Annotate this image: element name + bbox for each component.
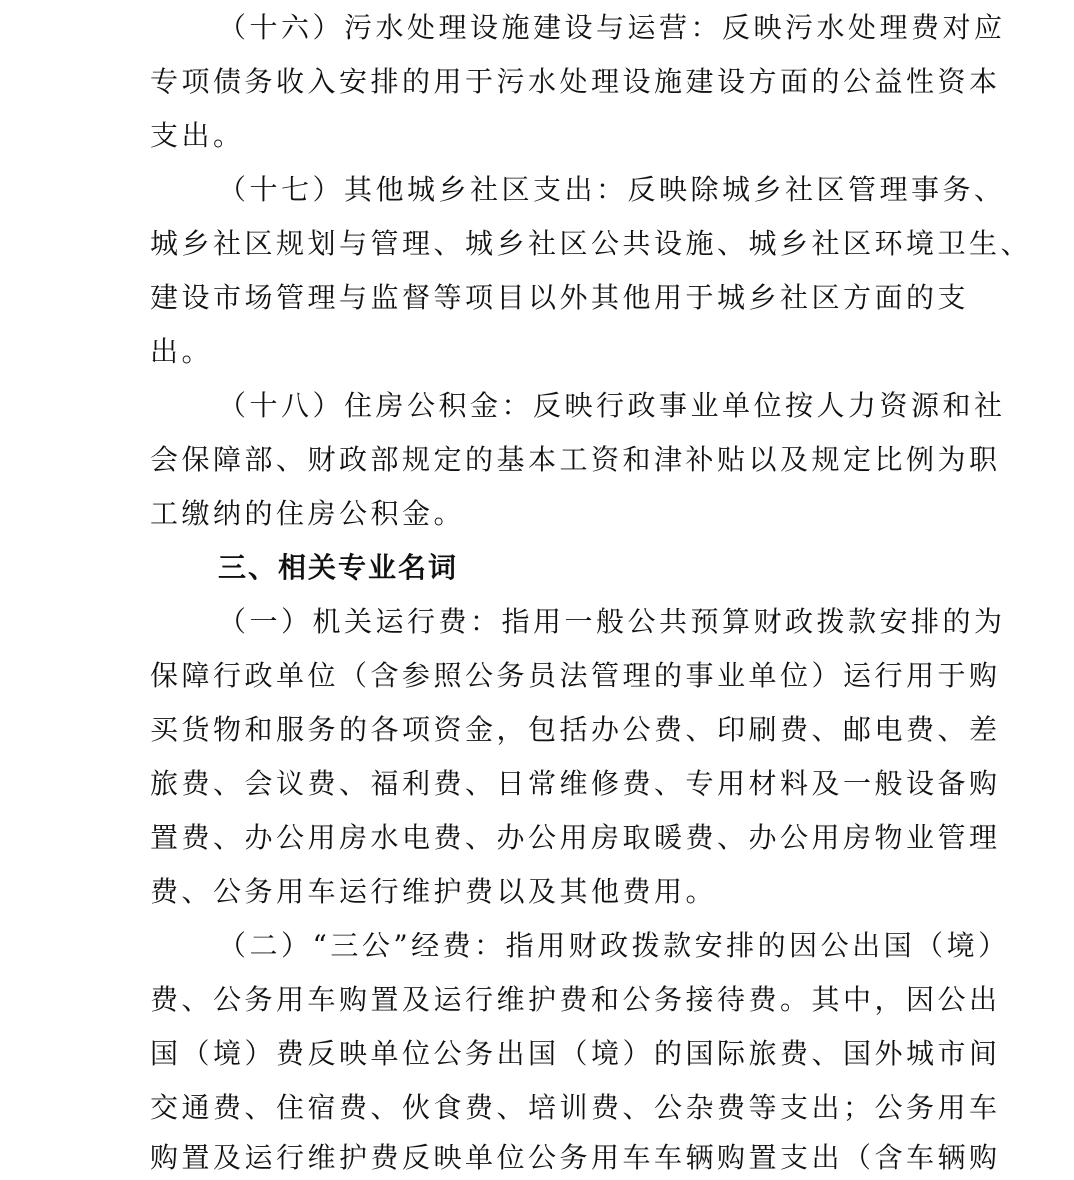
term-1-line-2: 保障行政单位（含参照公务员法管理的事业单位）运行用于购 — [150, 659, 1001, 692]
term-1-line-4: 旅费、会议费、福利费、日常维修费、专用材料及一般设备购 — [150, 767, 1001, 800]
item-18-line-1: （十八）住房公积金：反映行政事业单位按人力资源和社 — [218, 389, 1006, 422]
term-2-line-5: 购置及运行维护费反映单位公务用车车辆购置支出（含车辆购 — [150, 1141, 1001, 1174]
term-2-line-4: 交通费、住宿费、伙食费、培训费、公杂费等支出；公务用车 — [150, 1091, 1001, 1124]
term-1-line-6: 费、公务用车运行维护费以及其他费用。 — [150, 875, 718, 908]
item-16-line-3: 支出。 — [150, 119, 245, 152]
item-16-line-2: 专项债务收入安排的用于污水处理设施建设方面的公益性资本 — [150, 65, 1001, 98]
item-17-line-2: 城乡社区规划与管理、城乡社区公共设施、城乡社区环境卫生、 — [150, 227, 1033, 260]
term-2-line-2: 费、公务用车购置及运行维护费和公务接待费。其中，因公出 — [150, 983, 1001, 1016]
term-1-line-5: 置费、办公用房水电费、办公用房取暖费、办公用房物业管理 — [150, 821, 1001, 854]
term-1-line-1: （一）机关运行费：指用一般公共预算财政拨款安排的为 — [218, 605, 1006, 638]
item-17-line-4: 出。 — [150, 335, 214, 368]
item-16-line-1: （十六）污水处理设施建设与运营：反映污水处理费对应 — [218, 11, 1006, 44]
item-18-line-3: 工缴纳的住房公积金。 — [150, 497, 466, 530]
item-18-line-2: 会保障部、财政部规定的基本工资和津补贴以及规定比例为职 — [150, 443, 1001, 476]
term-2-line-3: 国（境）费反映单位公务出国（境）的国际旅费、国外城市间 — [150, 1037, 1001, 1070]
item-17-line-3: 建设市场管理与监督等项目以外其他用于城乡社区方面的支 — [150, 281, 970, 314]
term-1-line-3: 买货物和服务的各项资金，包括办公费、印刷费、邮电费、差 — [150, 713, 1001, 746]
section-heading: 三、相关专业名词 — [218, 551, 459, 584]
item-17-line-1: （十七）其他城乡社区支出：反映除城乡社区管理事务、 — [218, 173, 1006, 206]
term-2-line-1: （二）“三公”经费：指用财政拨款安排的因公出国（境） — [218, 929, 1010, 962]
